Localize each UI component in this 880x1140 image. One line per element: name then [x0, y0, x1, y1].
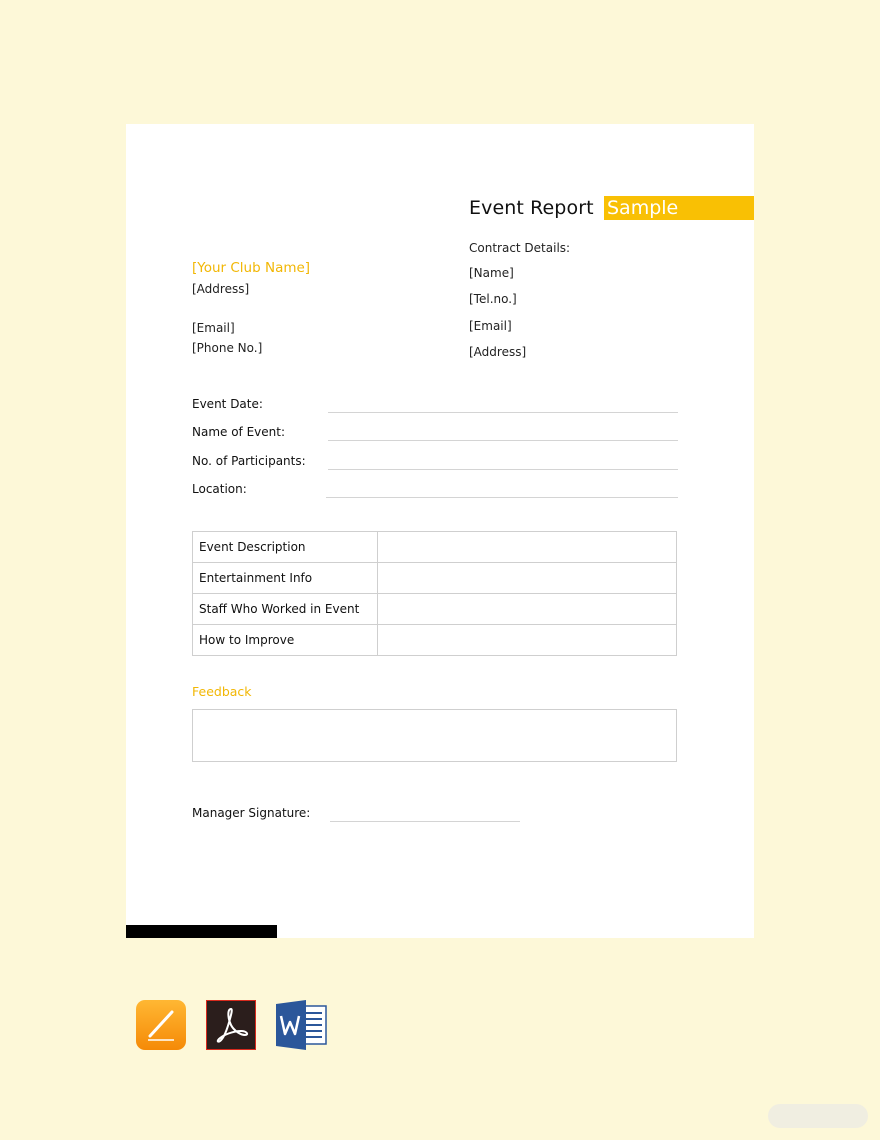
- event-date-label: Event Date:: [192, 397, 263, 411]
- footer-bar: [126, 925, 277, 938]
- table-value-cell[interactable]: [378, 594, 677, 625]
- decorative-shadow: [768, 1104, 868, 1128]
- contract-heading: Contract Details:: [469, 241, 571, 255]
- contract-name: [Name]: [469, 266, 514, 280]
- location-line[interactable]: [326, 497, 678, 498]
- table-label-cell: Event Description: [193, 532, 378, 563]
- table-value-cell[interactable]: [378, 532, 677, 563]
- table-value-cell[interactable]: [378, 563, 677, 594]
- club-phone: [Phone No.]: [192, 341, 263, 355]
- location-label: Location:: [192, 482, 247, 496]
- acrobat-pdf-icon[interactable]: [206, 1000, 256, 1050]
- report-title-main: Event Report: [469, 197, 594, 219]
- report-title: [469, 196, 594, 220]
- table-value-cell[interactable]: [378, 625, 677, 656]
- pages-icon[interactable]: [136, 1000, 186, 1050]
- contract-tel: [Tel.no.]: [469, 292, 517, 306]
- table-row: [193, 563, 677, 594]
- event-name-label: Name of Event:: [192, 425, 286, 439]
- table-label-cell: Entertainment Info: [193, 563, 378, 594]
- event-info-table: [192, 531, 677, 656]
- feedback-box[interactable]: [192, 709, 677, 762]
- signature-line[interactable]: [330, 821, 520, 822]
- table-row: [193, 594, 677, 625]
- table-row: [193, 625, 677, 656]
- word-icon[interactable]: [276, 1000, 328, 1050]
- club-address: [Address]: [192, 282, 250, 296]
- feedback-label: Feedback: [192, 684, 252, 699]
- club-name: [Your Club Name]: [192, 260, 311, 276]
- participants-line[interactable]: [328, 469, 678, 470]
- table-label-cell: Staff Who Worked in Event: [193, 594, 378, 625]
- table-label-cell: How to Improve: [193, 625, 378, 656]
- event-date-line[interactable]: [328, 412, 678, 413]
- contract-address: [Address]: [469, 345, 527, 359]
- event-name-line[interactable]: [328, 440, 678, 441]
- report-title-accent: Sample: [604, 196, 754, 220]
- document-page: [126, 124, 754, 938]
- participants-label: No. of Participants:: [192, 454, 306, 468]
- contract-email: [Email]: [469, 319, 512, 333]
- club-email: [Email]: [192, 321, 235, 335]
- table-row: [193, 532, 677, 563]
- signature-label: Manager Signature:: [192, 806, 311, 820]
